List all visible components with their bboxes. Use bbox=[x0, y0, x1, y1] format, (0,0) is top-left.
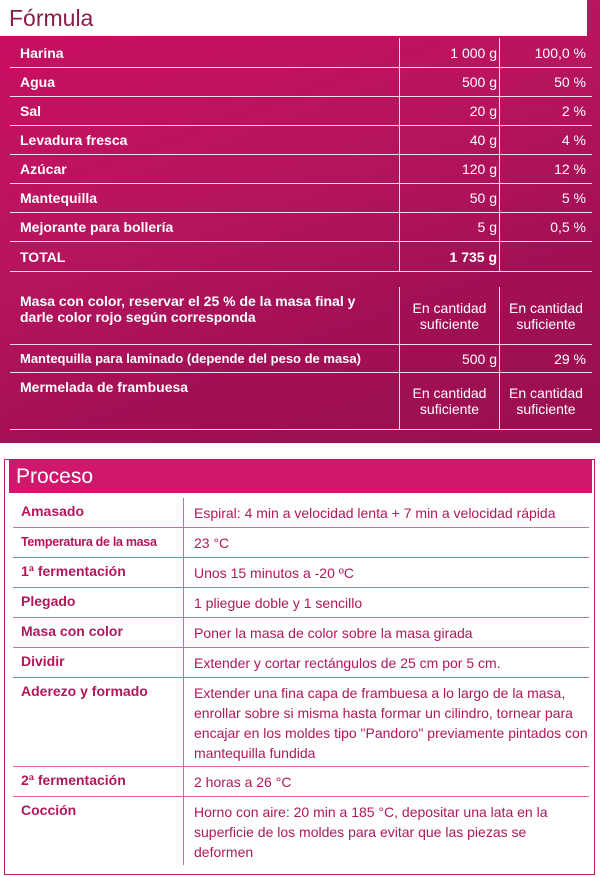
ingredient-name: Mantequilla bbox=[20, 190, 98, 206]
ingredient-qty: 40 g bbox=[399, 126, 499, 154]
step-text: 23 °C bbox=[183, 528, 589, 557]
step-label: Aderezo y formado bbox=[21, 683, 148, 699]
total-label: TOTAL bbox=[20, 248, 66, 265]
ingredient-name: Agua bbox=[20, 74, 55, 90]
formula-row bbox=[10, 38, 592, 68]
ingredient-qty: 1 000 g bbox=[399, 38, 499, 67]
extra-pct: En cantidad suficiente bbox=[499, 287, 592, 344]
formula-extra-row bbox=[10, 373, 592, 430]
ingredient-qty: 500 g bbox=[399, 68, 499, 96]
extra-qty: En cantidad suficiente bbox=[399, 287, 499, 344]
step-text: Horno con aire: 20 min a 185 °C, depositar una lata en la superficie de los moldes para evitar que las piezas se deformen bbox=[183, 797, 589, 865]
ingredient-qty: 50 g bbox=[399, 184, 499, 212]
extra-qty: En cantidad suficiente bbox=[399, 373, 499, 429]
formula-row bbox=[10, 213, 592, 242]
extra-qty: 500 g bbox=[399, 345, 499, 372]
formula-extra-row bbox=[10, 287, 592, 345]
formula-extra-row bbox=[10, 345, 592, 373]
step-label: Dividir bbox=[21, 653, 65, 669]
ingredient-pct: 4 % bbox=[499, 126, 592, 154]
ingredient-pct: 100,0 % bbox=[499, 38, 592, 67]
ingredient-pct: 5 % bbox=[499, 184, 592, 212]
formula-total-row bbox=[10, 242, 592, 272]
formula-row bbox=[10, 126, 592, 155]
formula-title: Fórmula bbox=[9, 5, 94, 31]
ingredient-pct: 50 % bbox=[499, 68, 592, 96]
formula-row bbox=[10, 68, 592, 97]
step-text: Extender y cortar rectángulos de 25 cm por 5 cm. bbox=[183, 648, 589, 677]
step-label: Masa con color bbox=[21, 623, 123, 639]
step-label: Temperatura de la masa bbox=[21, 535, 157, 549]
step-text: Extender una fina capa de frambuesa a lo largo de la masa, enrollar sobre si misma hasta formar un cilindro, tornear para encajar en los moldes tipo "Pandoro" previamente pintados con mantequilla fundida bbox=[183, 678, 589, 766]
step-label: Amasado bbox=[21, 503, 85, 519]
ingredient-name: Levadura fresca bbox=[20, 132, 128, 148]
process-row bbox=[13, 767, 589, 797]
formula-title-bar bbox=[0, 0, 587, 36]
ingredient-name: Harina bbox=[20, 44, 64, 61]
proceso-title: Proceso bbox=[16, 465, 94, 488]
process-row bbox=[13, 648, 589, 678]
step-text: 2 horas a 26 °C bbox=[183, 767, 589, 796]
formula-row bbox=[10, 97, 592, 126]
extra-pct: En cantidad suficiente bbox=[499, 373, 592, 429]
process-row bbox=[13, 678, 589, 767]
extra-name: Masa con color, reservar el 25 % de la masa final y darle color rojo según corresponda bbox=[20, 293, 356, 325]
step-text: 1 pliegue doble y 1 sencillo bbox=[183, 588, 589, 617]
step-text: Unos 15 minutos a -20 ºC bbox=[183, 558, 589, 587]
ingredient-name: Azúcar bbox=[20, 161, 67, 177]
ingredient-pct: 0,5 % bbox=[499, 213, 592, 241]
total-pct bbox=[499, 242, 592, 271]
formula-row bbox=[10, 184, 592, 213]
process-row bbox=[13, 498, 589, 528]
extra-pct: 29 % bbox=[499, 345, 592, 372]
ingredient-pct: 12 % bbox=[499, 155, 592, 183]
ingredient-qty: 20 g bbox=[399, 97, 499, 125]
ingredient-qty: 120 g bbox=[399, 155, 499, 183]
step-label: Plegado bbox=[21, 593, 76, 609]
process-row bbox=[13, 797, 589, 865]
process-row bbox=[13, 558, 589, 588]
process-row bbox=[13, 588, 589, 618]
step-text: Poner la masa de color sobre la masa girada bbox=[183, 618, 589, 647]
formula-row bbox=[10, 155, 592, 184]
ingredient-name: Mejorante para bollería bbox=[20, 219, 174, 235]
extra-name: Mantequilla para laminado (depende del peso de masa) bbox=[20, 351, 361, 366]
process-row bbox=[13, 618, 589, 648]
process-row bbox=[13, 528, 589, 558]
total-qty: 1 735 g bbox=[399, 242, 499, 271]
step-label: Cocción bbox=[21, 802, 77, 818]
ingredient-qty: 5 g bbox=[399, 213, 499, 241]
proceso-section bbox=[4, 459, 595, 875]
extra-name: Mermelada de frambuesa bbox=[20, 379, 189, 395]
step-text: Espiral: 4 min a velocidad lenta + 7 min a velocidad rápida bbox=[183, 498, 589, 527]
step-label: 2ª fermentación bbox=[21, 772, 126, 788]
proceso-title-bar bbox=[9, 460, 592, 493]
ingredient-name: Sal bbox=[20, 103, 42, 119]
ingredient-pct: 2 % bbox=[499, 97, 592, 125]
step-label: 1ª fermentación bbox=[21, 563, 126, 579]
